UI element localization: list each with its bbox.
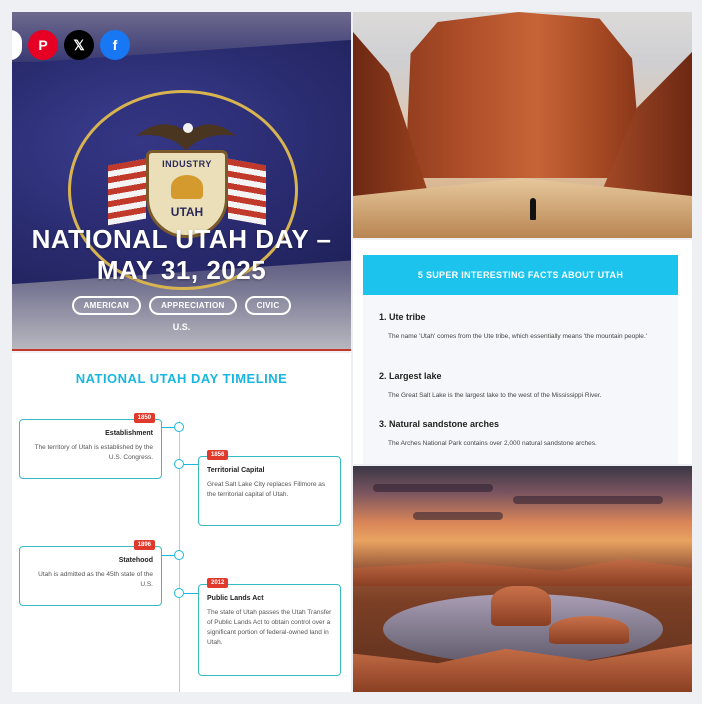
fact-item	[379, 371, 669, 401]
share-button-partial[interactable]	[12, 30, 22, 60]
canyon-photo	[353, 12, 692, 238]
fact-text: The Great Salt Lake is the largest lake to the west of the Mississippi River.	[388, 392, 602, 399]
fact-title: 3. Natural sandstone arches	[379, 419, 500, 429]
cloud	[373, 484, 493, 492]
timeline-event	[19, 415, 162, 479]
event-title: Territorial Capital	[207, 467, 265, 474]
tag-list	[12, 296, 351, 315]
page-title-line2: MAY 31, 2025	[96, 255, 267, 285]
cloud	[513, 496, 663, 504]
tag-civic[interactable]: CIVIC	[245, 296, 292, 315]
mesa-ridge	[353, 556, 692, 586]
pinterest-icon: P	[38, 37, 48, 53]
beehive-icon	[171, 175, 203, 199]
person-silhouette	[530, 198, 536, 220]
year-badge: 1850	[134, 413, 155, 423]
timeline-title: NATIONAL UTAH DAY TIMELINE	[75, 371, 288, 386]
fact-text: The name 'Utah' comes from the Ute tribe, which essentially means 'the mountain people.'	[388, 333, 647, 340]
tag-appreciation[interactable]: APPRECIATION	[149, 296, 236, 315]
seal-motto: INDUSTRY	[162, 159, 212, 169]
pinterest-share-button[interactable]	[28, 30, 58, 60]
sandstone-bend	[549, 616, 629, 644]
facebook-share-button[interactable]	[100, 30, 130, 60]
sandstone-bend	[491, 586, 551, 626]
us-flag-left	[108, 159, 146, 226]
event-text: Utah is admitted as the 45th state of the U.S.	[38, 571, 153, 588]
page-title-line1: NATIONAL UTAH DAY –	[31, 224, 332, 254]
x-icon: 𝕏	[73, 36, 85, 53]
timeline-connector	[162, 427, 174, 428]
event-title: Public Lands Act	[207, 595, 264, 602]
fact-title: 2. Largest lake	[379, 371, 442, 381]
page-title	[12, 224, 351, 286]
timeline-card	[12, 353, 351, 692]
facts-heading: 5 SUPER INTERESTING FACTS ABOUT UTAH	[363, 255, 678, 295]
tag-american[interactable]: AMERICAN	[72, 296, 142, 315]
hero-banner	[12, 12, 351, 351]
timeline-dot	[174, 459, 184, 469]
event-text: The state of Utah passes the Utah Transfer of Public Lands Act to obtain control over a significant portion of federal-owned land in Utah.	[207, 609, 332, 646]
fact-text: The Arches National Park contains over 2,000 natural sandstone arches.	[388, 440, 597, 447]
timeline-connector	[162, 555, 174, 556]
share-buttons	[12, 30, 130, 60]
us-flag-right	[228, 159, 266, 226]
timeline-event	[19, 542, 162, 606]
reflection-canyon-photo	[353, 466, 692, 692]
timeline-connector	[184, 464, 198, 465]
facts-card	[353, 240, 692, 464]
fact-item	[379, 419, 669, 449]
timeline-event	[198, 580, 341, 676]
event-text: Great Salt Lake City replaces Fillmore as the territorial capital of Utah.	[207, 481, 326, 498]
facts-list	[363, 295, 678, 464]
timeline-dot	[174, 422, 184, 432]
timeline-event	[198, 452, 341, 526]
eagle-icon	[136, 116, 236, 152]
timeline-connector	[184, 593, 198, 594]
facebook-icon: f	[112, 37, 118, 53]
tag-us[interactable]: U.S.	[172, 322, 191, 332]
cloud	[413, 512, 503, 520]
fact-title: 1. Ute tribe	[379, 312, 426, 322]
event-text: The territory of Utah is established by the U.S. Congress.	[34, 444, 153, 461]
x-share-button[interactable]	[64, 30, 94, 60]
year-badge: 2012	[207, 578, 228, 588]
seal-state-name: UTAH	[170, 205, 204, 219]
year-badge: 1896	[134, 540, 155, 550]
timeline-dot	[174, 588, 184, 598]
event-title: Establishment	[105, 430, 153, 437]
foreground-rock	[353, 644, 692, 692]
event-title: Statehood	[118, 557, 153, 564]
timeline-dot	[174, 550, 184, 560]
fact-item	[379, 312, 669, 342]
year-badge: 1856	[207, 450, 228, 460]
